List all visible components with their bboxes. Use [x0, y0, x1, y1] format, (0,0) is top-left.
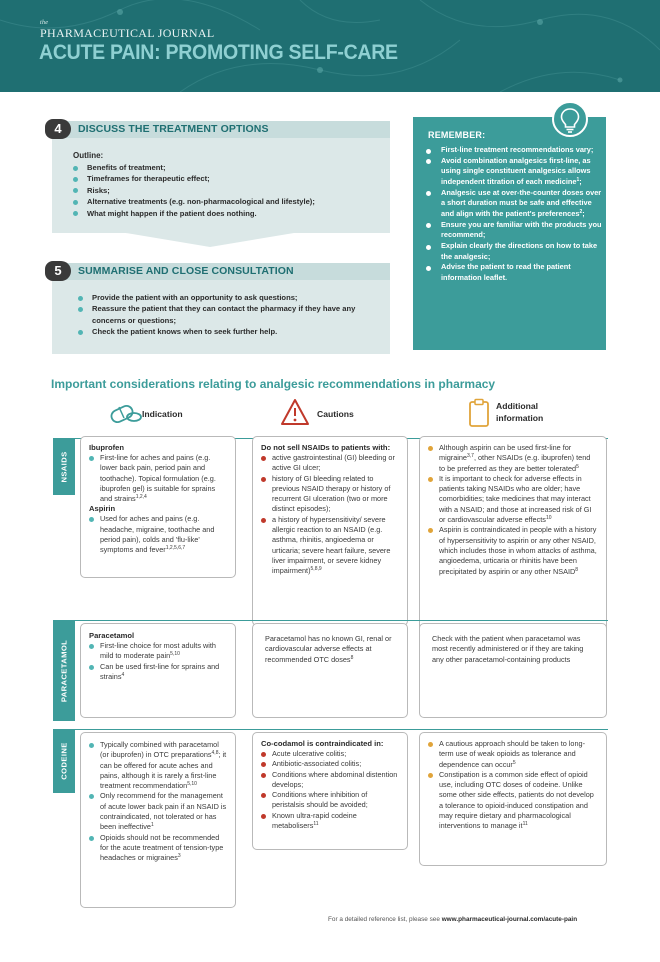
- column-head-additional-2: information: [496, 413, 544, 423]
- list-item: Provide the patient with an opportunity to ask questions;: [77, 292, 382, 303]
- journal-name: PHARMACEUTICAL JOURNAL: [40, 26, 215, 40]
- footer-reference: [328, 916, 577, 923]
- row-divider: [75, 620, 608, 621]
- paracetamol-list: [89, 641, 227, 682]
- ibuprofen-heading: Ibuprofen: [89, 443, 125, 452]
- list-item: Conditions where abdominal distention develops;: [261, 770, 399, 791]
- list-item: Acute ulcerative colitis;: [261, 749, 399, 759]
- nsaids-cautions-heading: Do not sell NSAIDs to patients with:: [261, 443, 391, 452]
- header-banner: [0, 0, 660, 92]
- row-divider: [75, 729, 608, 730]
- paracetamol-additional-text: Check with the patient when paracetamol was most recently administered or if they are taking any other paracetamol-containing products: [432, 634, 584, 664]
- list-item: Typically combined with paracetamol (or ibuprofen) in OTC preparations$^{4,8}$; it can be offered for acute aches and pains, although it is rarely a first-line treatment recommendation$^{5,10}$: [89, 740, 227, 791]
- list-item: First-line for aches and pains (e.g. lower back pain, period pain and toothache). Topical formulation (e.g. ibuprofen gel) is suitable for sprains and strains$^{1,2,4}$: [89, 453, 227, 504]
- list-item: Only recommend for the management of acute lower back pain if an NSAID is contraindicated, not tolerated or has been ineffective$^1$: [89, 791, 227, 832]
- footer-text: For a detailed reference list, please see: [328, 916, 440, 923]
- aspirin-list: [89, 514, 227, 555]
- list-item: Conditions where inhibition of peristalsis should be avoided;: [261, 790, 399, 811]
- remember-title: REMEMBER:: [428, 130, 486, 140]
- list-item: Used for aches and pains (e.g. headache, migraine, toothache and period pain), colds and 'flu-like' symptoms and fever$^{1,2,5,6,7}$: [89, 514, 227, 555]
- list-item: a history of hypersensitivity/ severe allergic reaction to an NSAID (e.g. asthma, rhinitis, angioedema or urticaria; severe heart failure, severe liver impairment, or severe kidney impairment)$^{5,8,9}$: [261, 515, 399, 577]
- list-item: Although aspirin can be used first-line for migraine$^{3,7}$, other NSAIDs (e.g. ibuprofen) tend to be preferred as they are better tolerated$^5$: [428, 443, 598, 474]
- list-item: Constipation is a common side effect of opioid use, including OTC doses of codeine. Unlike some other side effects, patients do not develop a tolerance to opioid-induced constipation and may require dietary and pharmacological interventions to manage $it^{11}$: [428, 770, 598, 832]
- step-4-title: DISCUSS THE TREATMENT OPTIONS: [78, 123, 269, 135]
- column-head-additional-1: Additional: [496, 401, 539, 411]
- clipboard-icon: [468, 398, 490, 433]
- codeine-additional-list: [428, 739, 598, 832]
- nsaids-additional-cell: [419, 436, 607, 634]
- list-item: Explain clearly the directions on how to take the analgesic;: [425, 241, 603, 262]
- list-item: Avoid combination analgesics first-line, as using single constituent analgesics allows independent titration of each medicine$^1$;: [425, 156, 603, 188]
- journal-logo: [40, 20, 215, 41]
- codeine-cautions-list: [261, 749, 399, 831]
- lightbulb-icon: [552, 101, 588, 137]
- nsaids-cautions-list: [261, 453, 399, 577]
- list-item: A cautious approach should be taken to long-term use of weak opioids as tolerance and dependence can occur$^5$: [428, 739, 598, 770]
- ibuprofen-list: [89, 453, 227, 504]
- journal-the: the: [40, 20, 49, 26]
- footer-link[interactable]: www.pharmaceutical-journal.com/acute-pain: [441, 916, 578, 923]
- paracetamol-additional-cell: [419, 623, 607, 718]
- list-item: Ensure you are familiar with the products you recommend;: [425, 220, 603, 241]
- step-5-number-badge: 5: [45, 261, 71, 281]
- pill-icon: [109, 398, 143, 431]
- list-item: history of GI bleeding related to previous NSAID therapy or history of recurrent GI ulceration (two or more distinct episodes);: [261, 474, 399, 515]
- codeine-indication-list: [89, 740, 227, 864]
- list-item: First-line treatment recommendations vary;: [425, 145, 603, 156]
- list-item: Aspirin is contraindicated in people with a history of hypersensitivity to aspirin or any other NSAID, which includes those in whom attacks of asthma, angioedema, urticaria or rhinitis have been precipitated by aspirin or any other NSAID$^8$: [428, 525, 598, 576]
- list-item: active gastrointestinal (GI) bleeding or active GI ulcer;: [261, 453, 399, 474]
- list-item: Benefits of treatment;: [72, 162, 382, 173]
- step-5-list: [77, 292, 382, 338]
- considerations-title: Important considerations relating to analgesic recommendations in pharmacy: [51, 377, 496, 391]
- list-item: Opioids should not be recommended for the acute treatment of tension-type headaches or migraines$^3$: [89, 833, 227, 864]
- list-item: Can be used first-line for sprains and strains$^4$: [89, 662, 227, 683]
- list-item: Check the patient knows when to seek further help.: [77, 326, 382, 337]
- step-4-panel: [52, 121, 390, 233]
- column-head-cautions: Cautions: [317, 409, 354, 419]
- nsaids-additional-list: [428, 443, 598, 577]
- list-item: What might happen if the patient does nothing.: [72, 208, 382, 219]
- codeine-cautions-heading: Co-codamol is contraindicated in:: [261, 739, 384, 748]
- codeine-additional-cell: [419, 732, 607, 866]
- column-head-indication: Indication: [142, 409, 183, 419]
- row-tab-nsaids: NSAIDS: [53, 438, 75, 495]
- down-arrow-chevron: [120, 232, 300, 247]
- row-tab-paracetamol: PARACETAMOL: [53, 620, 75, 721]
- paracetamol-cautions-text: Paracetamol has no known GI, renal or cardiovascular adverse effects at recommended OTC doses$^8$: [265, 634, 392, 664]
- paracetamol-heading: Paracetamol: [89, 631, 135, 640]
- list-item: Alternative treatments (e.g. non-pharmacological and lifestyle);: [72, 196, 382, 207]
- nsaids-cautions-cell: [252, 436, 408, 626]
- aspirin-heading: Aspirin: [89, 504, 116, 514]
- list-item: Known ultra-rapid codeine metabolisers$^{11}$: [261, 811, 399, 832]
- step-4-number-badge: 4: [45, 119, 71, 139]
- warning-icon: [280, 398, 310, 431]
- remember-list: [425, 145, 603, 284]
- list-item: Reassure the patient that they can contact the pharmacy if they have any concerns or questions;: [77, 303, 382, 326]
- outline-label: Outline:: [73, 151, 104, 160]
- paracetamol-cautions-cell: [252, 623, 408, 718]
- list-item: Antibiotic-associated colitis;: [261, 759, 399, 769]
- list-item: Analgesic use at over-the-counter doses over a short duration must be safe and effective and align with the patient's preferences$^2$;: [425, 188, 603, 220]
- list-item: It is important to check for adverse effects in patients taking NSAIDs who are older; have comorbidities; take medicines that may interact with a NSAID; and those at increased risk of GI or cardiovascular adverse effects$^{10}$: [428, 474, 598, 525]
- codeine-indication-cell: [80, 732, 236, 908]
- list-item: Advise the patient to read the patient information leaflet.: [425, 262, 603, 283]
- step-5-title: SUMMARISE AND CLOSE CONSULTATION: [78, 265, 294, 277]
- list-item: Risks;: [72, 185, 382, 196]
- nsaids-indication-cell: [80, 436, 236, 578]
- step-4-list: [72, 162, 382, 219]
- list-item: First-line choice for most adults with mild to moderate pain$^{5,10}$: [89, 641, 227, 662]
- step-5-panel: [52, 263, 390, 354]
- list-item: Timeframes for therapeutic effect;: [72, 173, 382, 184]
- remember-panel: [413, 117, 606, 350]
- row-tab-codeine: CODEINE: [53, 729, 75, 793]
- paracetamol-indication-cell: [80, 623, 236, 718]
- codeine-cautions-cell: [252, 732, 408, 850]
- page-title: ACUTE PAIN: PROMOTING SELF-CARE: [39, 41, 398, 64]
